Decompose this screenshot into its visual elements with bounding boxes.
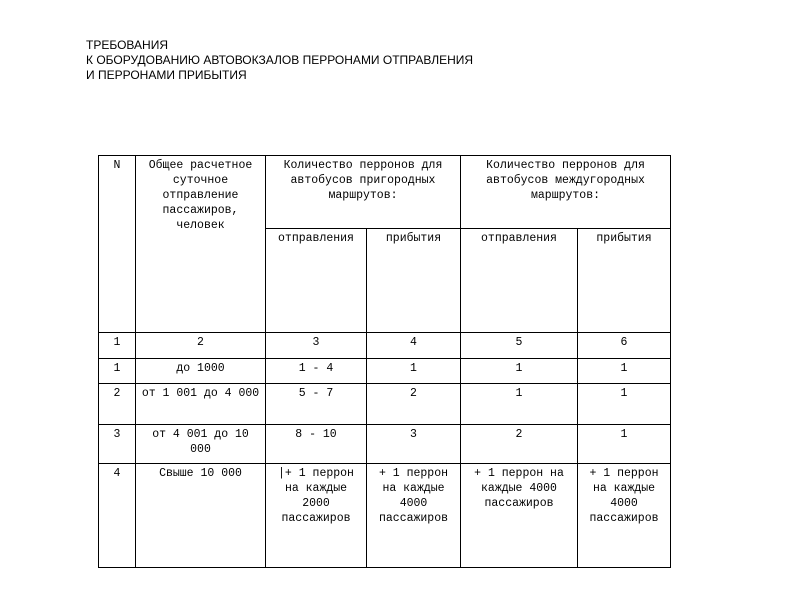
column-number: 2 (136, 333, 266, 359)
table-row (99, 425, 671, 464)
suburban-departure-cell: 8 - 10 (266, 425, 367, 464)
passengers-cell: от 1 001 до 4 000 (136, 384, 266, 425)
intercity-arrival-cell: 1 (578, 384, 671, 425)
suburban-departure-cell: |+ 1 перрон на каждые 2000 пассажиров (266, 464, 367, 568)
row-number: 4 (99, 464, 136, 568)
table-row (99, 464, 671, 568)
column-numbers-row (99, 333, 671, 359)
requirements-table (98, 155, 671, 568)
header-n: N (99, 156, 136, 333)
intercity-departure-cell: + 1 перрон на каждые 4000 пассажиров (461, 464, 578, 568)
passengers-cell: Свыше 10 000 (136, 464, 266, 568)
suburban-departure-cell: 5 - 7 (266, 384, 367, 425)
header-suburban-departure: отправления (266, 229, 367, 333)
header-suburban: Количество перронов для автобусов пригородных маршрутов: (266, 156, 461, 229)
suburban-arrival-cell: + 1 перрон на каждые 4000 пассажиров (367, 464, 461, 568)
header-intercity-departure: отправления (461, 229, 578, 333)
intercity-arrival-cell: + 1 перрон на каждые 4000 пассажиров (578, 464, 671, 568)
suburban-arrival-cell: 1 (367, 359, 461, 384)
header-row (99, 156, 671, 229)
title-line-1: ТРЕБОВАНИЯ (86, 38, 168, 52)
table-row (99, 359, 671, 384)
title-line-2: К ОБОРУДОВАНИЮ АВТОВОКЗАЛОВ ПЕРРОНАМИ ОТПРАВЛЕНИЯ (86, 53, 474, 67)
table-row (99, 384, 671, 425)
column-number: 3 (266, 333, 367, 359)
suburban-arrival-cell: 2 (367, 384, 461, 425)
column-number: 6 (578, 333, 671, 359)
suburban-departure-cell: 1 - 4 (266, 359, 367, 384)
passengers-cell: от 4 001 до 10 000 (136, 425, 266, 464)
column-number: 5 (461, 333, 578, 359)
header-intercity-arrival: прибытия (578, 229, 671, 333)
column-number: 4 (367, 333, 461, 359)
document-title (86, 38, 473, 83)
intercity-arrival-cell: 1 (578, 425, 671, 464)
passengers-cell: до 1000 (136, 359, 266, 384)
column-number: 1 (99, 333, 136, 359)
intercity-departure-cell: 2 (461, 425, 578, 464)
intercity-arrival-cell: 1 (578, 359, 671, 384)
intercity-departure-cell: 1 (461, 359, 578, 384)
header-suburban-arrival: прибытия (367, 229, 461, 333)
suburban-arrival-cell: 3 (367, 425, 461, 464)
intercity-departure-cell: 1 (461, 384, 578, 425)
header-intercity: Количество перронов для автобусов междугородных маршрутов: (461, 156, 671, 229)
row-number: 3 (99, 425, 136, 464)
row-number: 1 (99, 359, 136, 384)
row-number: 2 (99, 384, 136, 425)
header-passengers: Общее расчетное суточное отправление пассажиров, человек (136, 156, 266, 333)
title-line-3: И ПЕРРОНАМИ ПРИБЫТИЯ (86, 68, 247, 82)
